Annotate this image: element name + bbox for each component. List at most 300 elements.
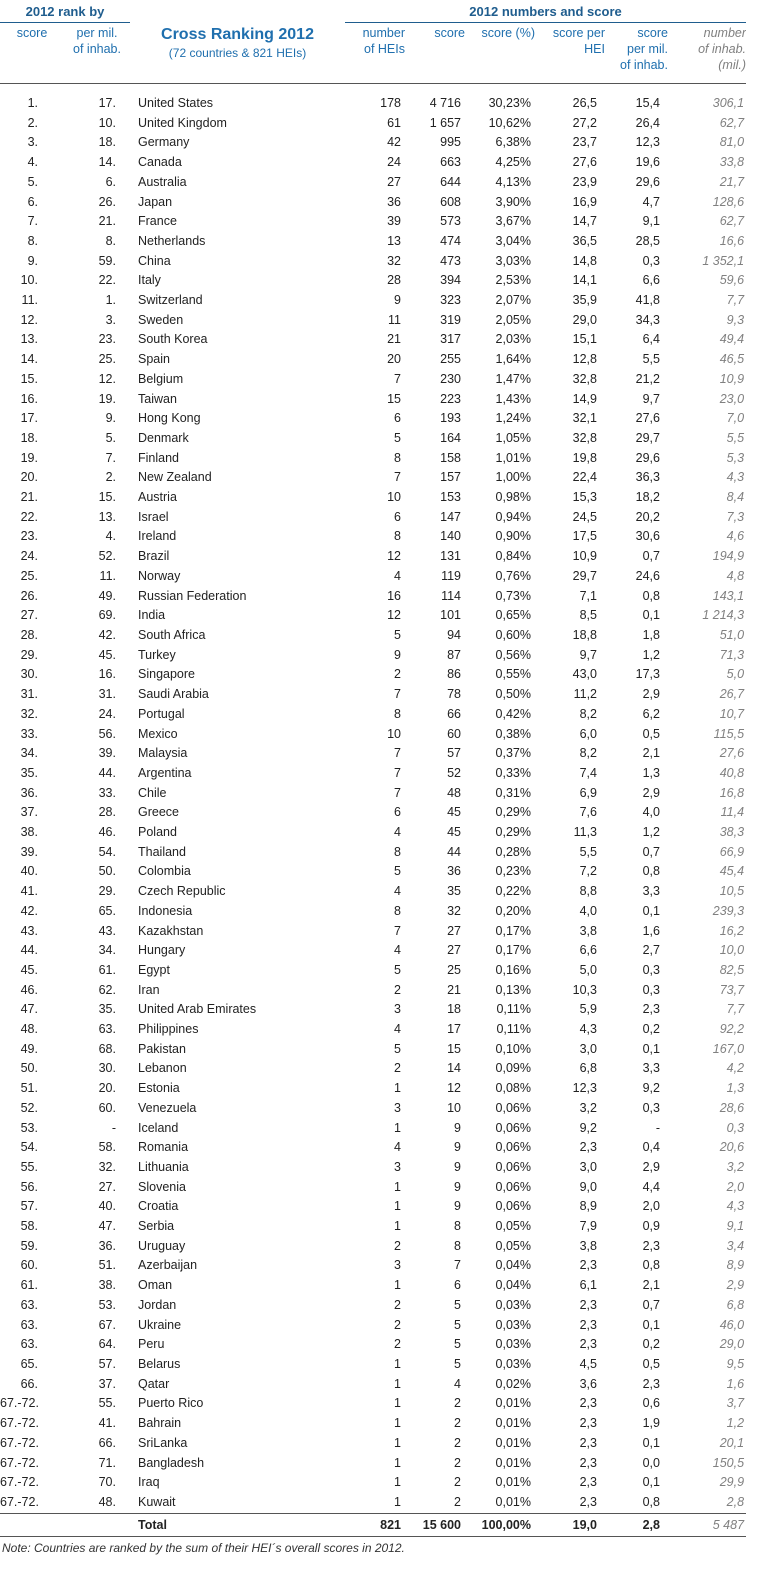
score-pct: 0,06% <box>495 1100 531 1115</box>
table-row <box>0 606 746 626</box>
table-row <box>0 133 746 153</box>
rank-per-mil: 38. <box>98 1278 116 1293</box>
table-row <box>0 1414 746 1434</box>
score-per-hei: 9,2 <box>579 1120 597 1135</box>
score-per-hei: 26,5 <box>572 96 597 110</box>
rank-score: 60. <box>20 1258 38 1273</box>
score-per-hei: 14,8 <box>572 253 597 268</box>
number-heis: 1 <box>394 1199 401 1214</box>
col-header-per-mil: per mil. of inhab. <box>73 26 121 56</box>
score-pct: 0,01% <box>495 1455 531 1470</box>
score: 44 <box>447 844 461 859</box>
table-row <box>0 705 746 725</box>
rank-score: 11. <box>21 293 38 308</box>
score-pct: 4,13% <box>495 174 531 189</box>
country-name: Jordan <box>138 1297 177 1312</box>
score-per-hei: 3,8 <box>579 923 597 938</box>
score-per-mil: 0,7 <box>642 1297 660 1312</box>
score-per-mil: 1,9 <box>642 1416 660 1431</box>
number-heis: 8 <box>394 903 401 918</box>
table-row <box>0 330 746 350</box>
rank-per-mil: 42. <box>98 627 116 642</box>
number-heis: 32 <box>387 253 401 268</box>
number-heis: 2 <box>394 1238 401 1253</box>
country-name: Greece <box>138 805 179 820</box>
country-name: Brazil <box>138 549 170 564</box>
score-per-hei: 6,1 <box>579 1278 597 1293</box>
country-name: Switzerland <box>138 293 203 308</box>
score-pct: 0,33% <box>495 765 531 780</box>
score: 319 <box>440 312 461 327</box>
score-per-hei: 11,3 <box>573 825 597 840</box>
country-name: Colombia <box>138 864 191 879</box>
inhabitants: 239,3 <box>712 903 745 918</box>
score: 8 <box>454 1219 461 1234</box>
number-heis: 2 <box>394 667 401 682</box>
score-per-hei: 2,3 <box>579 1416 597 1431</box>
country-name: Egypt <box>138 962 170 977</box>
score-pct: 0,05% <box>495 1219 531 1234</box>
rank-score: 61. <box>20 1278 38 1293</box>
table-row <box>0 1355 746 1375</box>
table-row <box>0 823 746 843</box>
country-name: Chile <box>138 785 167 800</box>
number-heis: 12 <box>387 608 401 623</box>
rank-score: 55. <box>20 1159 38 1174</box>
country-name: Czech Republic <box>138 884 226 899</box>
score-per-hei: 7,2 <box>579 864 597 879</box>
score-per-hei: 8,5 <box>579 608 597 623</box>
rank-score: 26. <box>20 588 38 603</box>
score-per-mil: 0,8 <box>642 864 660 879</box>
score-per-hei: 7,4 <box>579 765 597 780</box>
score-pct: 0,38% <box>495 726 531 741</box>
rank-score: 65. <box>20 1357 38 1371</box>
score-per-mil: 0,3 <box>642 1100 660 1115</box>
rank-score: 56. <box>20 1179 38 1194</box>
score-per-hei: 3,0 <box>579 1159 597 1174</box>
score-pct: 0,06% <box>495 1199 531 1214</box>
score: 9 <box>454 1140 461 1155</box>
inhabitants: 16,6 <box>719 233 745 248</box>
country-name: Peru <box>138 1337 165 1352</box>
country-name: Pakistan <box>138 1041 186 1056</box>
rank-per-mil: 28. <box>98 805 116 820</box>
score-per-mil: 1,2 <box>642 647 660 662</box>
score: 1 657 <box>429 115 461 130</box>
table-row <box>0 981 746 1001</box>
col-header-score: score <box>16 26 48 40</box>
number-heis: 5 <box>394 430 401 445</box>
score-per-mil: 4,0 <box>642 805 660 820</box>
inhabitants: 4,6 <box>726 529 745 544</box>
score-per-hei: 32,1 <box>572 411 597 426</box>
number-heis: 1 <box>394 1120 401 1135</box>
rank-per-mil: 33. <box>98 785 116 800</box>
number-heis: 5 <box>394 864 401 879</box>
score-per-hei: 12,8 <box>572 352 597 367</box>
score-pct: 1,64% <box>495 352 531 367</box>
score-per-mil: 0,5 <box>642 726 660 741</box>
country-name: Russian Federation <box>138 588 247 603</box>
table-row <box>0 252 746 272</box>
score-pct: 10,62% <box>488 115 531 130</box>
rank-per-mil: 4. <box>105 529 116 544</box>
rank-per-mil: 49. <box>98 588 116 603</box>
rank-per-mil: 8. <box>105 233 116 248</box>
score: 48 <box>447 785 461 800</box>
country-name: Singapore <box>138 667 195 682</box>
score-per-mil: 17,3 <box>635 667 660 682</box>
number-heis: 5 <box>394 962 401 977</box>
rank-per-mil: 39. <box>98 746 116 761</box>
country-name: Venezuela <box>138 1100 197 1115</box>
rank-score: 32. <box>20 706 38 721</box>
table-row <box>0 1020 746 1040</box>
inhabitants: 7,0 <box>726 411 745 426</box>
number-heis: 8 <box>394 450 401 465</box>
score-pct: 0,05% <box>495 1238 531 1253</box>
number-heis: 11 <box>388 312 401 327</box>
score-per-hei: 7,1 <box>579 588 597 603</box>
inhabitants: 4,3 <box>726 1199 745 1214</box>
inhabitants: 150,5 <box>712 1455 745 1470</box>
rank-per-mil: 27. <box>98 1179 116 1194</box>
number-heis: 9 <box>394 293 401 308</box>
number-heis: 5 <box>394 627 401 642</box>
inhabitants: 16,2 <box>719 923 745 938</box>
score: 4 <box>454 1376 461 1391</box>
inhabitants: 0,3 <box>726 1120 745 1135</box>
inhabitants: 1 352,1 <box>702 253 745 268</box>
rank-per-mil: 31. <box>98 687 116 702</box>
inhabitants: 5,0 <box>726 667 745 682</box>
score-pct: 0,06% <box>495 1120 531 1135</box>
rank-per-mil: 67. <box>98 1317 116 1332</box>
rank-score: 22. <box>20 509 38 524</box>
rank-score: 21. <box>20 490 38 505</box>
inhabitants: 9,1 <box>726 1219 745 1234</box>
rank-per-mil: 45. <box>98 647 116 662</box>
score-pct: 0,50% <box>495 687 531 702</box>
inhabitants: 23,0 <box>719 391 745 406</box>
table-body <box>0 94 746 1513</box>
rank-score: 46. <box>20 982 38 997</box>
table-row <box>0 94 746 114</box>
table-row <box>0 1454 746 1474</box>
table-row <box>0 922 746 942</box>
score-per-hei: 19,8 <box>572 450 597 465</box>
table-row <box>0 1434 746 1454</box>
rank-score: 42. <box>20 903 38 918</box>
score-pct: 0,55% <box>495 667 531 682</box>
score-pct: 2,07% <box>495 293 531 308</box>
number-heis: 1 <box>394 1494 401 1509</box>
score: 14 <box>447 1061 461 1076</box>
country-name: Australia <box>138 174 187 189</box>
country-name: Italy <box>138 273 161 288</box>
inhabitants: 46,5 <box>719 352 745 367</box>
score-pct: 0,11% <box>496 1002 531 1017</box>
country-name: Ireland <box>138 529 177 544</box>
rank-score: 28. <box>20 627 38 642</box>
score-per-mil: 21,2 <box>635 371 660 386</box>
rank-per-mil: 57. <box>98 1357 116 1371</box>
inhabitants: 7,7 <box>726 1002 745 1017</box>
table-row <box>0 626 746 646</box>
inhabitants: 9,3 <box>726 312 745 327</box>
table-row <box>0 764 746 784</box>
rank-per-mil: 59. <box>98 253 116 268</box>
rank-score: 30. <box>20 667 38 682</box>
score: 15 <box>447 1041 461 1056</box>
rank-per-mil: 64. <box>98 1337 116 1352</box>
country-name: Slovenia <box>138 1179 186 1194</box>
rank-per-mil: 14. <box>98 155 116 170</box>
score-per-hei: 23,9 <box>572 174 597 189</box>
rank-score: 43. <box>20 923 38 938</box>
rank-score: 37. <box>20 805 38 820</box>
score-per-mil: 1,3 <box>642 765 660 780</box>
number-heis: 1 <box>394 1376 401 1391</box>
number-heis: 36 <box>387 194 401 209</box>
score: 663 <box>440 155 461 170</box>
table-row <box>0 1099 746 1119</box>
score-per-mil: 0,8 <box>642 588 660 603</box>
score: 223 <box>440 391 461 406</box>
score-pct: 1,01% <box>495 450 531 465</box>
col-header-score-value: score <box>434 26 465 40</box>
country-name: France <box>138 214 177 229</box>
score-pct: 0,28% <box>495 844 531 859</box>
country-name: Estonia <box>138 1081 180 1096</box>
rank-per-mil: 10. <box>98 115 116 130</box>
country-name: Puerto Rico <box>138 1396 204 1411</box>
rank-per-mil: 21. <box>98 214 116 229</box>
table-row <box>0 212 746 232</box>
country-name: Indonesia <box>138 903 193 918</box>
score: 474 <box>440 233 461 248</box>
score-pct: 0,20% <box>495 903 531 918</box>
rank-per-mil: 23. <box>98 332 116 347</box>
score: 114 <box>441 588 461 603</box>
table-row <box>0 390 746 410</box>
score-pct: 0,22% <box>495 884 531 899</box>
score-pct: 0,01% <box>495 1475 531 1490</box>
score: 10 <box>447 1100 461 1115</box>
number-heis: 1 <box>394 1179 401 1194</box>
rank-per-mil: 50. <box>98 864 116 879</box>
score-pct: 0,04% <box>495 1278 531 1293</box>
inhabitants: 4,8 <box>726 568 745 583</box>
rank-score: 8. <box>27 233 38 248</box>
score-per-hei: 3,8 <box>579 1238 597 1253</box>
country-name: Austria <box>138 490 177 505</box>
score-per-mil: 3,3 <box>642 884 660 899</box>
rank-per-mil: 32. <box>98 1159 116 1174</box>
score-per-hei: 10,3 <box>572 982 597 997</box>
inhabitants: 1 214,3 <box>702 608 745 623</box>
rank-score: 67.-72. <box>0 1416 39 1431</box>
score-per-mil: 30,6 <box>635 529 660 544</box>
score-pct: 0,42% <box>495 706 531 721</box>
score-per-mil: 0,3 <box>642 253 660 268</box>
number-heis: 24 <box>387 155 401 170</box>
inhabitants: 62,7 <box>719 214 745 229</box>
score-per-mil: 3,3 <box>642 1061 660 1076</box>
score: 87 <box>447 647 461 662</box>
table-row <box>0 1079 746 1099</box>
number-heis: 61 <box>387 115 401 130</box>
total-row <box>0 1513 746 1536</box>
table-row <box>0 1059 746 1079</box>
score: 18 <box>447 1002 461 1017</box>
score: 164 <box>440 430 461 445</box>
rank-per-mil: 6. <box>105 174 116 189</box>
score-per-hei: 35,9 <box>572 293 597 308</box>
table-row <box>0 1237 746 1257</box>
inhabitants: 71,3 <box>719 647 745 662</box>
score: 2 <box>454 1494 461 1509</box>
number-heis: 1 <box>394 1455 401 1470</box>
rank-per-mil: 25. <box>98 352 116 367</box>
table-row <box>0 547 746 567</box>
rank-per-mil: 63. <box>98 1022 116 1037</box>
inhabitants: 7,3 <box>726 509 745 524</box>
number-heis: 3 <box>394 1100 401 1115</box>
score-per-mil: 4,7 <box>642 194 660 209</box>
table-row <box>0 1217 746 1237</box>
score-per-mil: 6,2 <box>642 706 660 721</box>
score-pct: 1,47% <box>495 371 531 386</box>
score-per-mil: 0,3 <box>642 962 660 977</box>
country-name: Bangladesh <box>138 1455 205 1470</box>
table-row <box>0 882 746 902</box>
rank-score: 63. <box>20 1337 38 1352</box>
score-per-hei: 6,9 <box>579 785 597 800</box>
number-heis: 1 <box>394 1219 401 1234</box>
country-name: Finland <box>138 450 179 465</box>
number-heis: 28 <box>387 273 401 288</box>
table-row <box>0 449 746 469</box>
country-name: Serbia <box>138 1219 175 1234</box>
number-heis: 7 <box>394 765 401 780</box>
rank-score: 24. <box>20 549 38 564</box>
table-row <box>0 744 746 764</box>
score: 21 <box>447 982 461 997</box>
number-heis: 3 <box>394 1159 401 1174</box>
score-per-hei: 7,6 <box>579 805 597 820</box>
score-pct: 0,06% <box>495 1179 531 1194</box>
table-row <box>0 725 746 745</box>
rank-score: 10. <box>20 273 38 288</box>
rank-score: 52. <box>20 1100 38 1115</box>
number-heis: 1 <box>394 1357 401 1371</box>
score-per-hei: 23,7 <box>572 135 597 150</box>
rank-per-mil: 13. <box>98 509 116 524</box>
score: 36 <box>447 864 461 879</box>
inhabitants: 6,8 <box>726 1297 745 1312</box>
inhabitants: 4,3 <box>726 470 745 485</box>
score-pct: 0,06% <box>495 1159 531 1174</box>
score: 66 <box>447 706 461 721</box>
score-per-mil: 20,2 <box>635 509 660 524</box>
score-pct: 0,13% <box>495 982 531 997</box>
rank-per-mil: 68. <box>98 1041 116 1056</box>
rank-score: 53. <box>20 1120 38 1135</box>
rank-per-mil: 40. <box>98 1199 116 1214</box>
rank-per-mil: 41. <box>98 1416 116 1431</box>
table-row <box>0 193 746 213</box>
score: 573 <box>440 214 461 229</box>
country-name: Oman <box>138 1278 173 1293</box>
number-heis: 2 <box>394 1337 401 1352</box>
rank-per-mil: 18. <box>98 135 116 150</box>
rank-score: 48. <box>20 1022 38 1037</box>
rank-score: 38. <box>20 825 38 840</box>
number-heis: 3 <box>394 1002 401 1017</box>
number-heis: 6 <box>394 411 401 426</box>
rank-per-mil: 69. <box>98 608 116 623</box>
country-name: Belgium <box>138 371 184 386</box>
rank-per-mil: 48. <box>98 1494 116 1509</box>
rank-score: 23. <box>20 529 38 544</box>
rank-per-mil: 43. <box>98 923 116 938</box>
rank-score: 4. <box>27 155 38 170</box>
country-name: Netherlands <box>138 233 206 248</box>
rank-score: 41. <box>20 884 38 899</box>
total-inhabitants: 5 487 <box>668 1513 746 1536</box>
table-row <box>0 1158 746 1178</box>
score: 4 716 <box>429 96 461 110</box>
inhabitants: 1,6 <box>726 1376 745 1391</box>
rank-per-mil: 47. <box>98 1219 116 1234</box>
rank-per-mil: 37. <box>98 1376 116 1391</box>
score-per-hei: 9,7 <box>579 647 597 662</box>
score: 147 <box>440 509 461 524</box>
country-name: Canada <box>138 155 182 170</box>
inhabitants: 20,1 <box>719 1435 745 1450</box>
inhabitants: 2,9 <box>726 1278 745 1293</box>
score-pct: 4,25% <box>495 155 531 170</box>
score-per-mil: 2,3 <box>642 1002 660 1017</box>
rank-score: 29. <box>20 647 38 662</box>
rank-per-mil: 12. <box>98 371 116 386</box>
score-per-mil: 29,6 <box>635 174 660 189</box>
rank-per-mil: 24. <box>98 706 116 721</box>
col-header-inhabitants: number of inhab. (mil.) <box>698 26 747 72</box>
total-score-per-mil: 2,8 <box>605 1513 668 1536</box>
rank-score: 58. <box>20 1219 38 1234</box>
score-pct: 0,29% <box>495 825 531 840</box>
score: 8 <box>454 1238 461 1253</box>
rank-per-mil: 5. <box>105 430 116 445</box>
rank-score: 67.-72. <box>0 1455 39 1470</box>
score-pct: 0,17% <box>495 923 531 938</box>
country-name: Poland <box>138 825 177 840</box>
score-pct: 0,01% <box>495 1416 531 1431</box>
table-row <box>0 1316 746 1336</box>
country-name: United Kingdom <box>138 115 227 130</box>
score: 6 <box>454 1278 461 1293</box>
score: 27 <box>447 923 461 938</box>
score-per-mil: 0,2 <box>642 1337 660 1352</box>
score-per-mil: 28,5 <box>635 233 660 248</box>
score: 27 <box>447 943 461 958</box>
rank-score: 6. <box>27 194 38 209</box>
score-per-mil: 0,8 <box>642 1494 660 1509</box>
inhabitants: 16,8 <box>719 785 745 800</box>
